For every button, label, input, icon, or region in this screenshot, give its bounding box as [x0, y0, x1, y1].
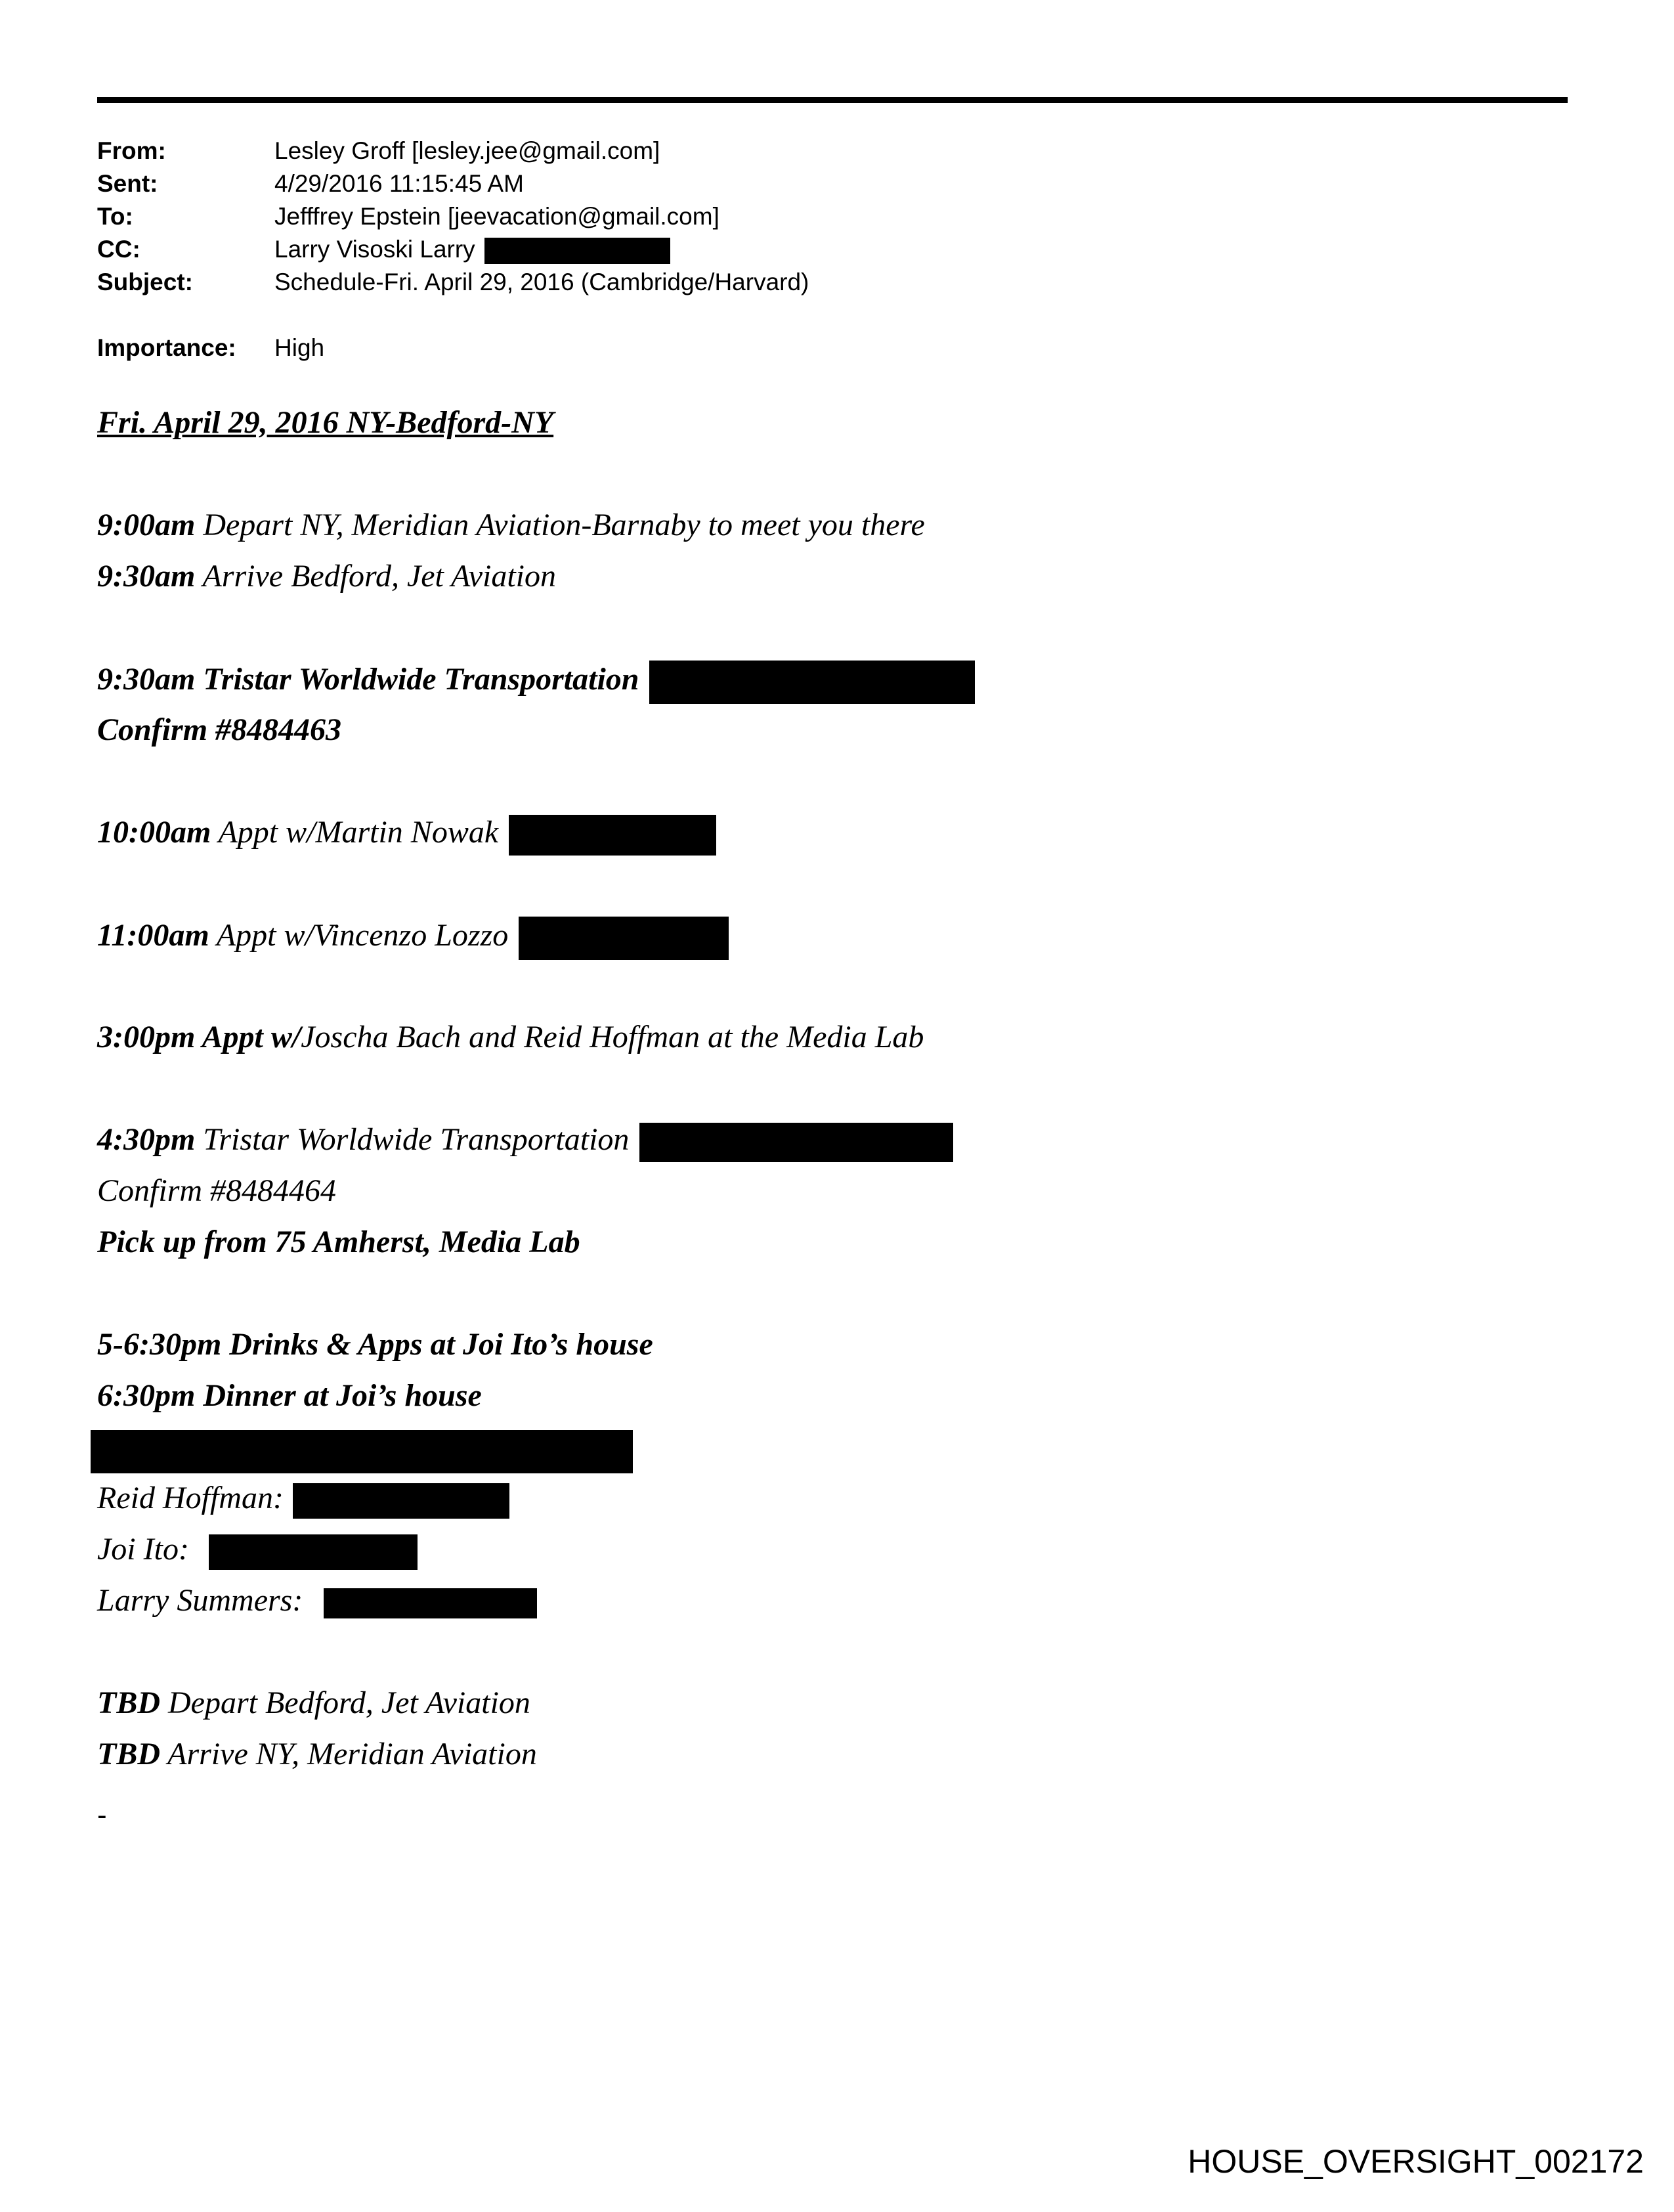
- guest-name: Reid Hoffman:: [97, 1481, 284, 1515]
- line-text: Arrive NY, Meridian Aviation: [160, 1737, 537, 1771]
- schedule-line: [97, 917, 729, 960]
- redaction-box: [519, 917, 729, 960]
- header-importance-row: [97, 332, 324, 364]
- time-label: 9:00am: [97, 508, 196, 542]
- importance-label: Importance:: [97, 334, 236, 361]
- redaction-box: [509, 815, 716, 856]
- redaction-box: [649, 661, 975, 704]
- subject-value: Schedule-Fri. April 29, 2016 (Cambridge/Harvard): [274, 269, 809, 295]
- drinks-line: 5-6:30pm Drinks & Apps at Joi Ito’s house: [97, 1327, 653, 1362]
- guest-name: Joi Ito:: [97, 1532, 189, 1567]
- guest-name: Larry Summers:: [97, 1583, 303, 1618]
- sent-label: Sent:: [97, 170, 158, 197]
- bates-number: HOUSE_OVERSIGHT_002172: [1188, 2143, 1644, 2180]
- time-label: 9:30am: [97, 559, 196, 594]
- schedule-line: [97, 558, 556, 595]
- confirm-line: Confirm #8484463: [97, 712, 342, 747]
- line-text: Tristar Worldwide Transportation: [195, 1122, 630, 1157]
- time-label: TBD: [97, 1685, 160, 1720]
- schedule-line: [97, 1736, 537, 1773]
- top-rule: [97, 97, 1568, 103]
- from-label: From:: [97, 137, 166, 164]
- header-from-row: [97, 135, 660, 167]
- redaction-box: [91, 1430, 633, 1473]
- guest-line: [97, 1582, 537, 1619]
- guest-line: [97, 1531, 418, 1570]
- line-text: 9:30am Tristar Worldwide Transportation: [97, 662, 639, 697]
- header-subject-row: [97, 266, 809, 299]
- schedule-line: [97, 1019, 924, 1056]
- redaction-box: [293, 1483, 509, 1519]
- redaction-box: [484, 238, 670, 264]
- sent-value: 4/29/2016 11:15:45 AM: [274, 170, 524, 197]
- header-cc-row: [97, 233, 670, 266]
- time-label: 10:00am: [97, 815, 211, 850]
- schedule-line: [97, 814, 716, 856]
- schedule-line: [97, 507, 925, 544]
- header-to-row: [97, 200, 719, 233]
- redaction-box: [324, 1588, 537, 1618]
- header-sent-row: [97, 167, 524, 200]
- cc-label: CC:: [97, 236, 140, 263]
- cc-value: Larry Visoski Larry: [274, 236, 475, 263]
- redaction-box: [209, 1534, 418, 1570]
- importance-value: High: [274, 334, 325, 361]
- time-label: 4:30pm: [97, 1122, 196, 1157]
- to-value: Jefffrey Epstein [jeevacation@gmail.com]: [274, 203, 719, 230]
- schedule-line: [97, 1685, 530, 1722]
- time-label: 11:00am: [97, 918, 209, 953]
- schedule-line: [97, 1121, 953, 1162]
- guest-line: [97, 1480, 509, 1519]
- subject-label: Subject:: [97, 269, 193, 295]
- line-text: Arrive Bedford, Jet Aviation: [195, 559, 557, 594]
- time-label: TBD: [97, 1737, 160, 1771]
- trailing-dash: -: [97, 1799, 107, 1831]
- dinner-line: 6:30pm Dinner at Joi’s house: [97, 1378, 482, 1413]
- date-heading: Fri. April 29, 2016 NY-Bedford-NY: [97, 405, 554, 440]
- line-text: Depart NY, Meridian Aviation-Barnaby to meet you there: [195, 508, 925, 542]
- time-label: 3:00pm Appt w/: [97, 1020, 301, 1054]
- line-text: Appt w/Martin Nowak: [211, 815, 499, 850]
- redaction-box: [639, 1123, 953, 1162]
- confirm-line: Confirm #8484464: [97, 1173, 337, 1208]
- to-label: To:: [97, 203, 133, 230]
- pickup-line: Pick up from 75 Amherst, Media Lab: [97, 1225, 580, 1259]
- line-text: Depart Bedford, Jet Aviation: [160, 1685, 530, 1720]
- line-text: Appt w/Vincenzo Lozzo: [209, 918, 509, 953]
- from-value: Lesley Groff [lesley.jee@gmail.com]: [274, 137, 660, 164]
- schedule-line: [97, 661, 975, 704]
- line-text: Joscha Bach and Reid Hoffman at the Media Lab: [301, 1020, 924, 1054]
